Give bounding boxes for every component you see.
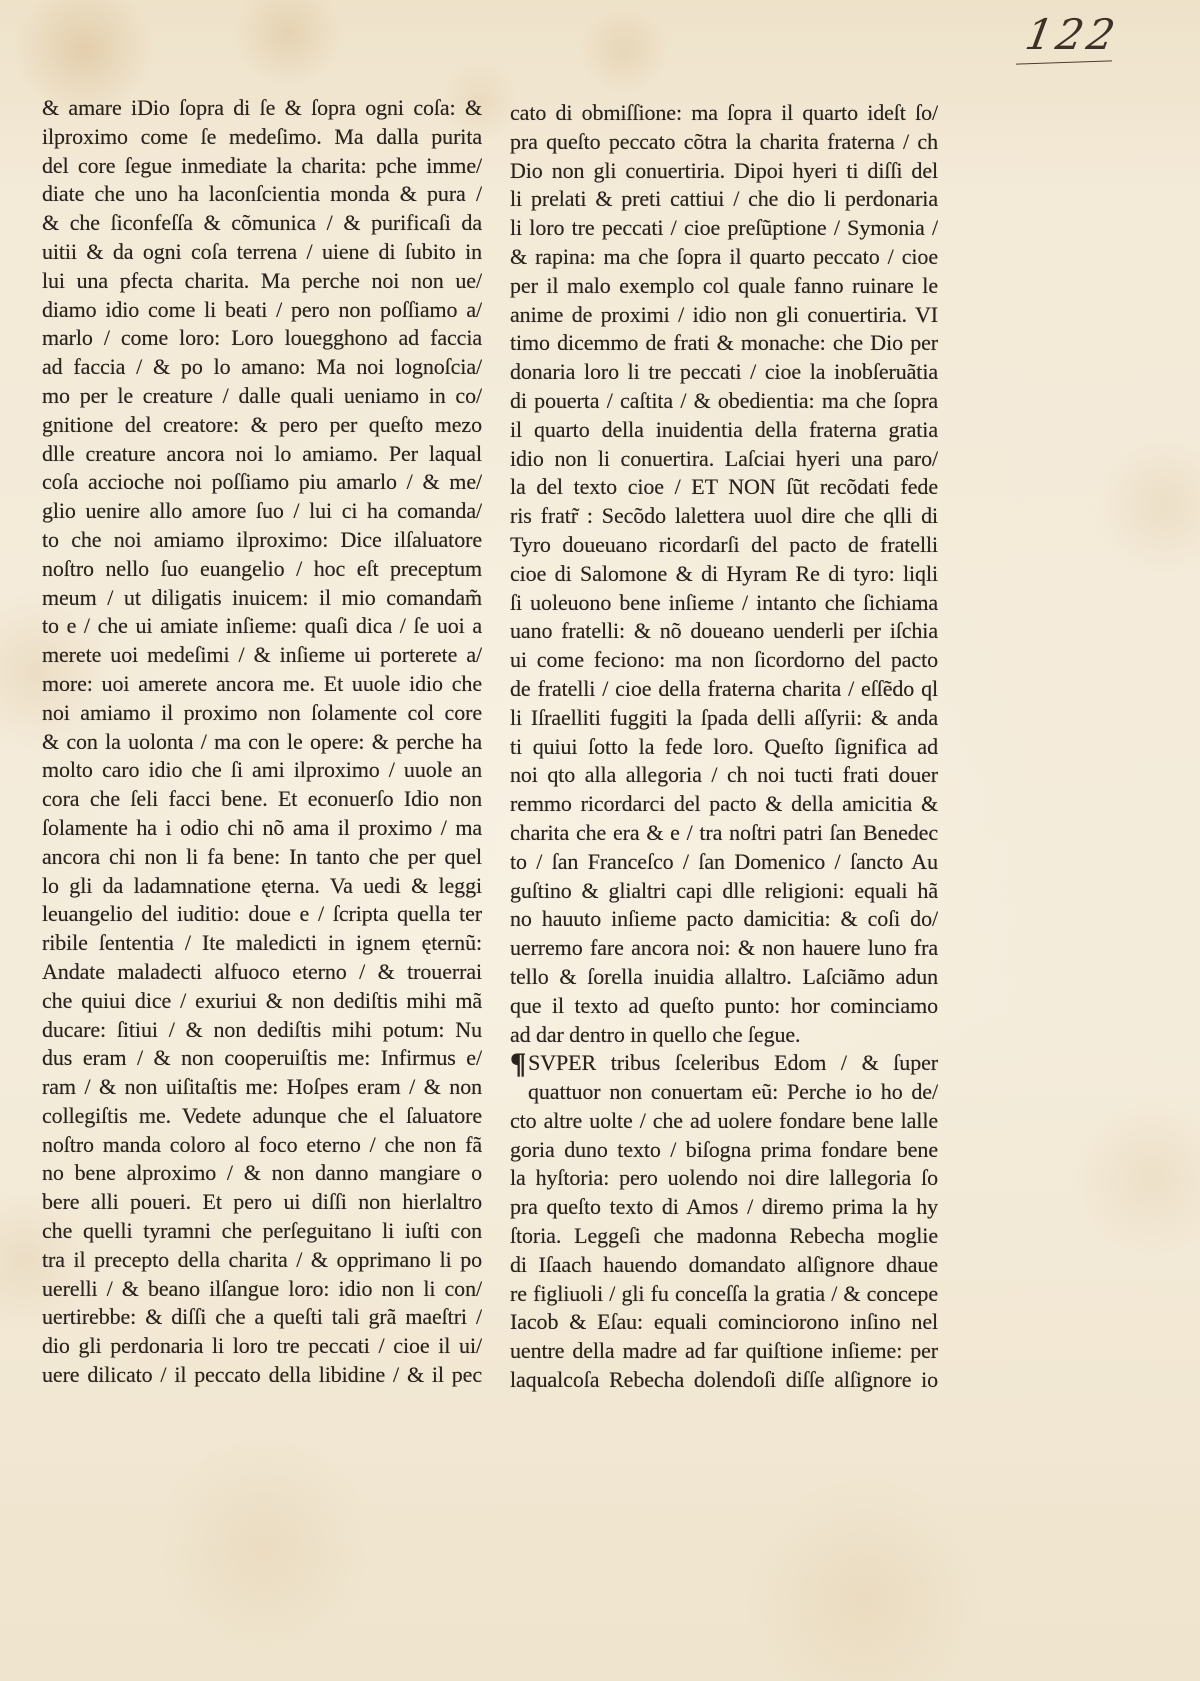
text-line: mo per le creature / dalle quali ueniamo in co/ <box>42 382 482 408</box>
text-line: more: uoi amerete ancora me. Et uuole idio che <box>42 670 482 696</box>
text-line: noſtro nello ſuo euangelio / hoc eſt preceptum <box>42 555 482 581</box>
text-line: que il texto ad queſto punto: hor cominciamo <box>510 992 938 1018</box>
left-column <box>42 94 482 1390</box>
text-line: di pouerta / caſtita / & obedientia: ma che ſopra <box>510 387 938 413</box>
text-line-content: SVPER tribus ſceleribus Edom / & ſuper <box>528 1050 938 1076</box>
text-line: dlle creature ancora noi lo amiamo. Per laqual <box>42 440 482 466</box>
text-line: la del texto cioe / ET NON ſũt recõdati fede <box>510 474 938 500</box>
text-line: ui come feciono: ma non ſicordorno del pacto <box>510 647 938 673</box>
text-line: ilproximo come ſe medeſimo. Ma dalla purita <box>42 123 482 149</box>
text-line: molto caro idio che ſi ami ilproximo / uuole an <box>42 757 482 783</box>
text-line: guſtino & glialtri capi dlle religioni: equali hã <box>510 877 938 903</box>
text-line: che quiui dice / exuriui & non dediſtis mihi mã <box>42 987 482 1013</box>
text-line: quattuor non conuertam eũ: Perche io ho de/ <box>528 1079 938 1105</box>
text-line: goria duno texto / biſogna prima fondare bene <box>510 1136 938 1162</box>
text-line: merete uoi medeſimi / & inſieme ui porterete a/ <box>42 642 482 668</box>
text-line: ſtoria. Leggeſi che madonna Rebecha moglie <box>510 1223 938 1249</box>
text-line: il quarto della inuidentia della fraterna gratia <box>510 416 938 442</box>
text-line: ancora chi non li fa bene: In tanto che per quel <box>42 843 482 869</box>
text-line: ad dar dentro in quello che ſegue. <box>510 1021 801 1047</box>
text-line: to e / che ui amiate inſieme: quaſi dica / ſe uoi a <box>42 613 482 639</box>
text-line: coſa accioche noi poſſiamo piu amarlo / & me/ <box>42 469 482 495</box>
text-line: tello & ſorella inuidia allaltro. Laſciãmo adun <box>510 963 938 989</box>
text-line: anime de proximi / idio non gli conuertiria. VI <box>510 301 938 327</box>
text-line: uerelli / & beano ilſangue loro: idio non li con/ <box>42 1275 482 1301</box>
text-line: per il malo exemplo col quale fanno ruinare le <box>510 272 938 298</box>
text-line: di Iſaach hauendo domandato alſignore dhaue <box>510 1251 938 1277</box>
text-line: li Iſraelliti fuggiti la ſpada delli aſſyrii: & anda <box>510 704 938 730</box>
text-line: uentre della madre ad far quiſtione inſieme: per <box>510 1338 938 1364</box>
text-line: diamo idio come li beati / pero non poſſiamo a/ <box>42 296 482 322</box>
text-line: lui una pfecta charita. Ma perche noi non ue/ <box>42 267 482 293</box>
text-line: collegiſtis me. Vedete adunque che el ſaluatore <box>42 1102 482 1128</box>
text-line: Tyro doueuano ricordarſi del pacto de fratelli <box>510 531 938 557</box>
text-line: charita che era & e / tra noſtri patri ſan Benedec <box>510 819 938 845</box>
text-line: to che noi amiamo ilproximo: Dice ilſaluatore <box>42 526 482 552</box>
text-line: lo gli da ladamnatione ęterna. Va uedi & leggi <box>42 872 482 898</box>
text-line: cioe di Salomone & di Hyram Re di tyro: liqli <box>510 560 938 586</box>
text-line: uano fratelli: & nõ doueano uenderli per iſchia <box>510 618 938 644</box>
folio-number: 122 <box>1021 10 1123 59</box>
text-line: noi qto alla allegoria / ch noi tucti frati douer <box>510 762 938 788</box>
paragraph-mark: ¶ <box>510 1049 527 1079</box>
text-line: de fratelli / cioe della fraterna charita / eſſẽdo ql <box>510 675 938 701</box>
text-line: cto altre uolte / che ad uolere fondare bene lalle <box>510 1107 938 1133</box>
text-line: dus eram / & non cooperuiſtis me: Infirmus e/ <box>42 1045 482 1071</box>
right-column <box>510 99 938 1395</box>
text-line: no bene alproximo / & non danno mangiare o <box>42 1160 482 1186</box>
text-line: cora che ſeli facci bene. Et econuerſo Idio non <box>42 786 482 812</box>
text-line: diate che uno ha laconſcientia monda & pura / <box>42 181 482 207</box>
text-line: noſtro manda coloro al foco eterno / che non fã <box>42 1131 482 1157</box>
text-line: li loro tre peccati / cioe preſũptione / Symonia / <box>510 215 938 241</box>
text-line: to / ſan Franceſco / ſan Domenico / ſancto Au <box>510 848 938 874</box>
text-line: che quelli tyramni che perſeguitano li iuſti con <box>42 1218 482 1244</box>
text-line: uere dilicato / il peccato della libidine / & il pec <box>42 1362 482 1388</box>
text-line: Iacob & Eſau: equali cominciorono inſino nel <box>510 1309 938 1335</box>
text-line: cato di obmiſſione: ma ſopra il quarto ideſt ſo/ <box>510 100 938 125</box>
text-line: tra il precepto della charita / & opprimano li po <box>42 1246 482 1272</box>
text-line: meum / ut diligatis inuicem: il mio comandam̃ <box>42 584 482 610</box>
text-line: del core ſegue inmediate la charita: pche imme/ <box>42 152 482 178</box>
text-line: li prelati & preti cattiui / che dio li perdonaria <box>510 186 938 212</box>
text-line: ti quiui ſotto la fede loro. Queſto ſignifica ad <box>510 733 938 759</box>
text-line: glio uenire allo amore ſuo / lui ci ha comanda/ <box>42 498 482 524</box>
text-line: remmo ricordarci del pacto & della amicitia & <box>510 791 938 817</box>
text-line: ram / & non uiſitaſtis me: Hoſpes eram / & non <box>42 1074 482 1100</box>
text-line: & amare iDio ſopra di ſe & ſopra ogni coſa: & <box>42 95 482 120</box>
text-line: timo dicemmo de frati & monache: che Dio per <box>510 330 938 356</box>
paragraph-start-line <box>510 1049 938 1078</box>
text-line: noi amiamo il proximo non ſolamente col core <box>42 699 482 725</box>
text-line: laqualcoſa Rebecha dolendoſi diſſe alſignore io <box>510 1367 938 1393</box>
text-line: uerremo fare ancora noi: & non hauere luno fra <box>510 935 938 961</box>
text-line: donaria loro li tre peccati / cioe la inobſeruãtia <box>510 359 938 385</box>
text-line: Andate maladecti alfuoco eterno / & trouerrai <box>42 958 482 984</box>
text-line: ducare: ſitiui / & non dediſtis mihi potum: Nu <box>42 1016 482 1042</box>
text-line: & rapina: ma che ſopra il quarto peccato / cioe <box>510 243 938 269</box>
text-line: re figliuoli / gli fu conceſſa la gratia / & concepe <box>510 1280 938 1306</box>
text-line: & con la uolonta / ma con le opere: & perche ha <box>42 728 482 754</box>
text-line: marlo / come loro: Loro louegghono ad faccia <box>42 325 482 351</box>
text-line: idio non li conuertira. Laſciai hyeri una paro/ <box>510 445 938 471</box>
text-line: & che ſiconfeſſa & cõmunica / & purificaſi da <box>42 210 482 236</box>
text-line: no hauuto inſieme pacto damicitia: & coſi do/ <box>510 906 938 932</box>
folio-underline <box>1016 60 1112 64</box>
text-line: Dio non gli conuertiria. Dipoi hyeri ti diſſi del <box>510 157 938 183</box>
text-line: ad faccia / & po lo amano: Ma noi lognoſcia/ <box>42 354 482 380</box>
text-line: dio gli perdonaria li loro tre peccati / cioe il ui/ <box>42 1333 482 1359</box>
text-line: pra queſto texto di Amos / diremo prima la hy <box>510 1194 938 1220</box>
text-line: ris fratr̃ : Secõdo lalettera uuol dire che qlli di <box>510 503 938 529</box>
text-line: ribile ſententia / Ite maledicti in ignem ęternũ: <box>42 930 482 956</box>
text-line: uitii & da ogni coſa terrena / uiene di ſubito in <box>42 238 482 264</box>
text-line: uertirebbe: & diſſi che a queſti tali grã maeſtri / <box>42 1304 482 1330</box>
text-line: leuangelio del iuditio: doue e / ſcripta quella ter <box>42 901 482 927</box>
text-line: pra queſto peccato cõtra la charita fraterna / ch <box>510 128 938 154</box>
text-line: gnitione del creatore: & pero per queſto mezo <box>42 411 482 437</box>
text-line: bere alli poueri. Et pero ui diſſi non hierlaltro <box>42 1189 482 1215</box>
text-line: ſi uoleuono bene inſieme / intanto che ſichiama <box>510 589 938 615</box>
text-line: ſolamente ha i odio chi nõ ama il proximo / ma <box>42 814 482 840</box>
text-line: la hyſtoria: pero uolendo noi dire lallegoria ſo <box>510 1165 938 1191</box>
